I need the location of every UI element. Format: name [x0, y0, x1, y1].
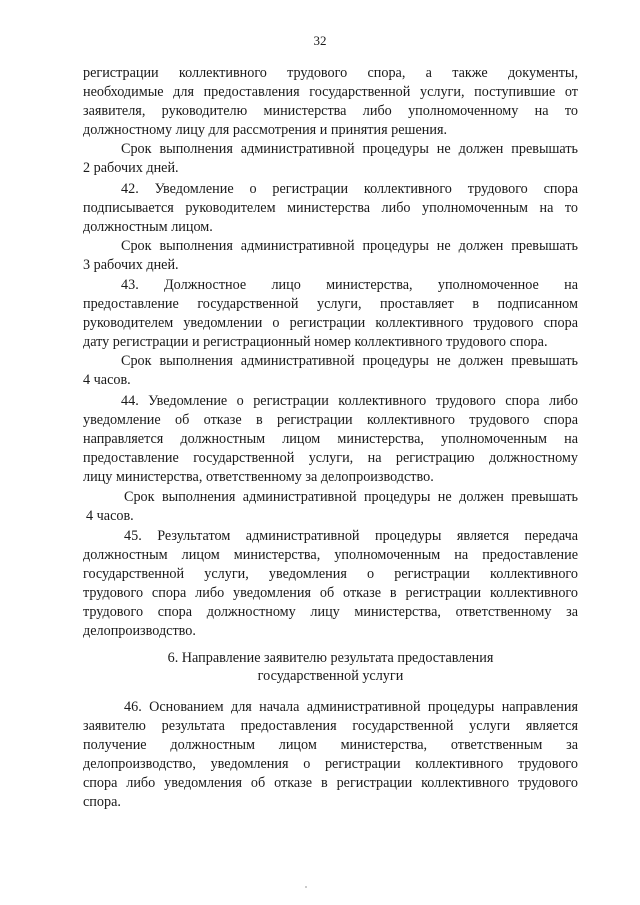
- text-line: делопроизводство.: [83, 623, 196, 639]
- text-line: направляется должностным лицом министерства, уполномоченным на: [83, 431, 578, 447]
- text-line: руководителем уведомлении о регистрации коллективного трудового спора: [83, 315, 578, 331]
- page-number: 32: [313, 33, 327, 48]
- text-line: Срок выполнения административной процедуры не должен превышать: [121, 141, 578, 157]
- text-line: Срок выполнения административной процедуры не должен превышать: [121, 238, 578, 254]
- text-line: регистрации коллективного трудового спора, а также документы,: [83, 65, 578, 81]
- text-line: 44. Уведомление о регистрации коллективного трудового спора либо: [121, 393, 578, 409]
- text-line: спора.: [83, 794, 121, 810]
- text-line: 4 часов.: [86, 508, 134, 524]
- section-heading: государственной услуги: [257, 668, 404, 684]
- text-line: должностному лицу для рассмотрения и принятия решения.: [83, 122, 448, 138]
- text-line: подписывается руководителем министерства либо уполномоченным на то: [83, 200, 578, 216]
- text-line: лицу министерства, ответственному за делопроизводство.: [83, 469, 434, 485]
- text-line: 3 рабочих дней.: [83, 257, 179, 273]
- text-line: предоставление государственной услуги, проставляет в подписанном: [83, 296, 578, 312]
- text-line: трудового спора либо уведомления об отказе в регистрации коллективного: [83, 585, 578, 601]
- text-line: 46. Основанием для начала административной процедуры направления: [124, 699, 578, 715]
- text-line: должностным лицом министерства, уполномоченным на предоставление: [83, 547, 578, 563]
- text-line: 2 рабочих дней.: [83, 160, 179, 176]
- text-line: необходимые для предоставления государственной услуги, поступившие от: [83, 84, 578, 100]
- text-line: делопроизводство, уведомления о регистрации коллективного трудового: [83, 756, 578, 772]
- text-line: 4 часов.: [83, 372, 131, 388]
- text-line: получение должностным лицом министерства, ответственным за: [83, 737, 578, 753]
- scan-speck: [305, 886, 307, 888]
- text-line: спора либо уведомления об отказе в регистрации коллективного трудового: [83, 775, 578, 791]
- text-line: предоставление государственной услуги, на регистрацию должностному: [83, 450, 578, 466]
- text-line: заявителю результата предоставления государственной услуги является: [83, 718, 578, 734]
- section-heading: 6. Направление заявителю результата предоставления: [167, 650, 494, 666]
- text-line: государственной услуги, уведомления о регистрации коллективного: [83, 566, 578, 582]
- text-line: дату регистрации и регистрационный номер коллективного трудового спора.: [83, 334, 548, 350]
- text-line: 43. Должностное лицо министерства, уполномоченное на: [121, 277, 578, 293]
- text-line: 42. Уведомление о регистрации коллективного трудового спора: [121, 181, 578, 197]
- text-line: 45. Результатом административной процедуры является передача: [124, 528, 578, 544]
- text-line: должностным лицом.: [83, 219, 213, 235]
- text-line: Срок выполнения административной процедуры не должен превышать: [121, 353, 578, 369]
- text-line: уведомление об отказе в регистрации коллективного трудового спора: [83, 412, 578, 428]
- text-line: заявителя, руководителю министерства либо уполномоченному на то: [83, 103, 578, 119]
- text-line: трудового спора должностному лицу министерства, ответственному за: [83, 604, 578, 620]
- text-line: Срок выполнения административной процедуры не должен превышать: [124, 489, 578, 505]
